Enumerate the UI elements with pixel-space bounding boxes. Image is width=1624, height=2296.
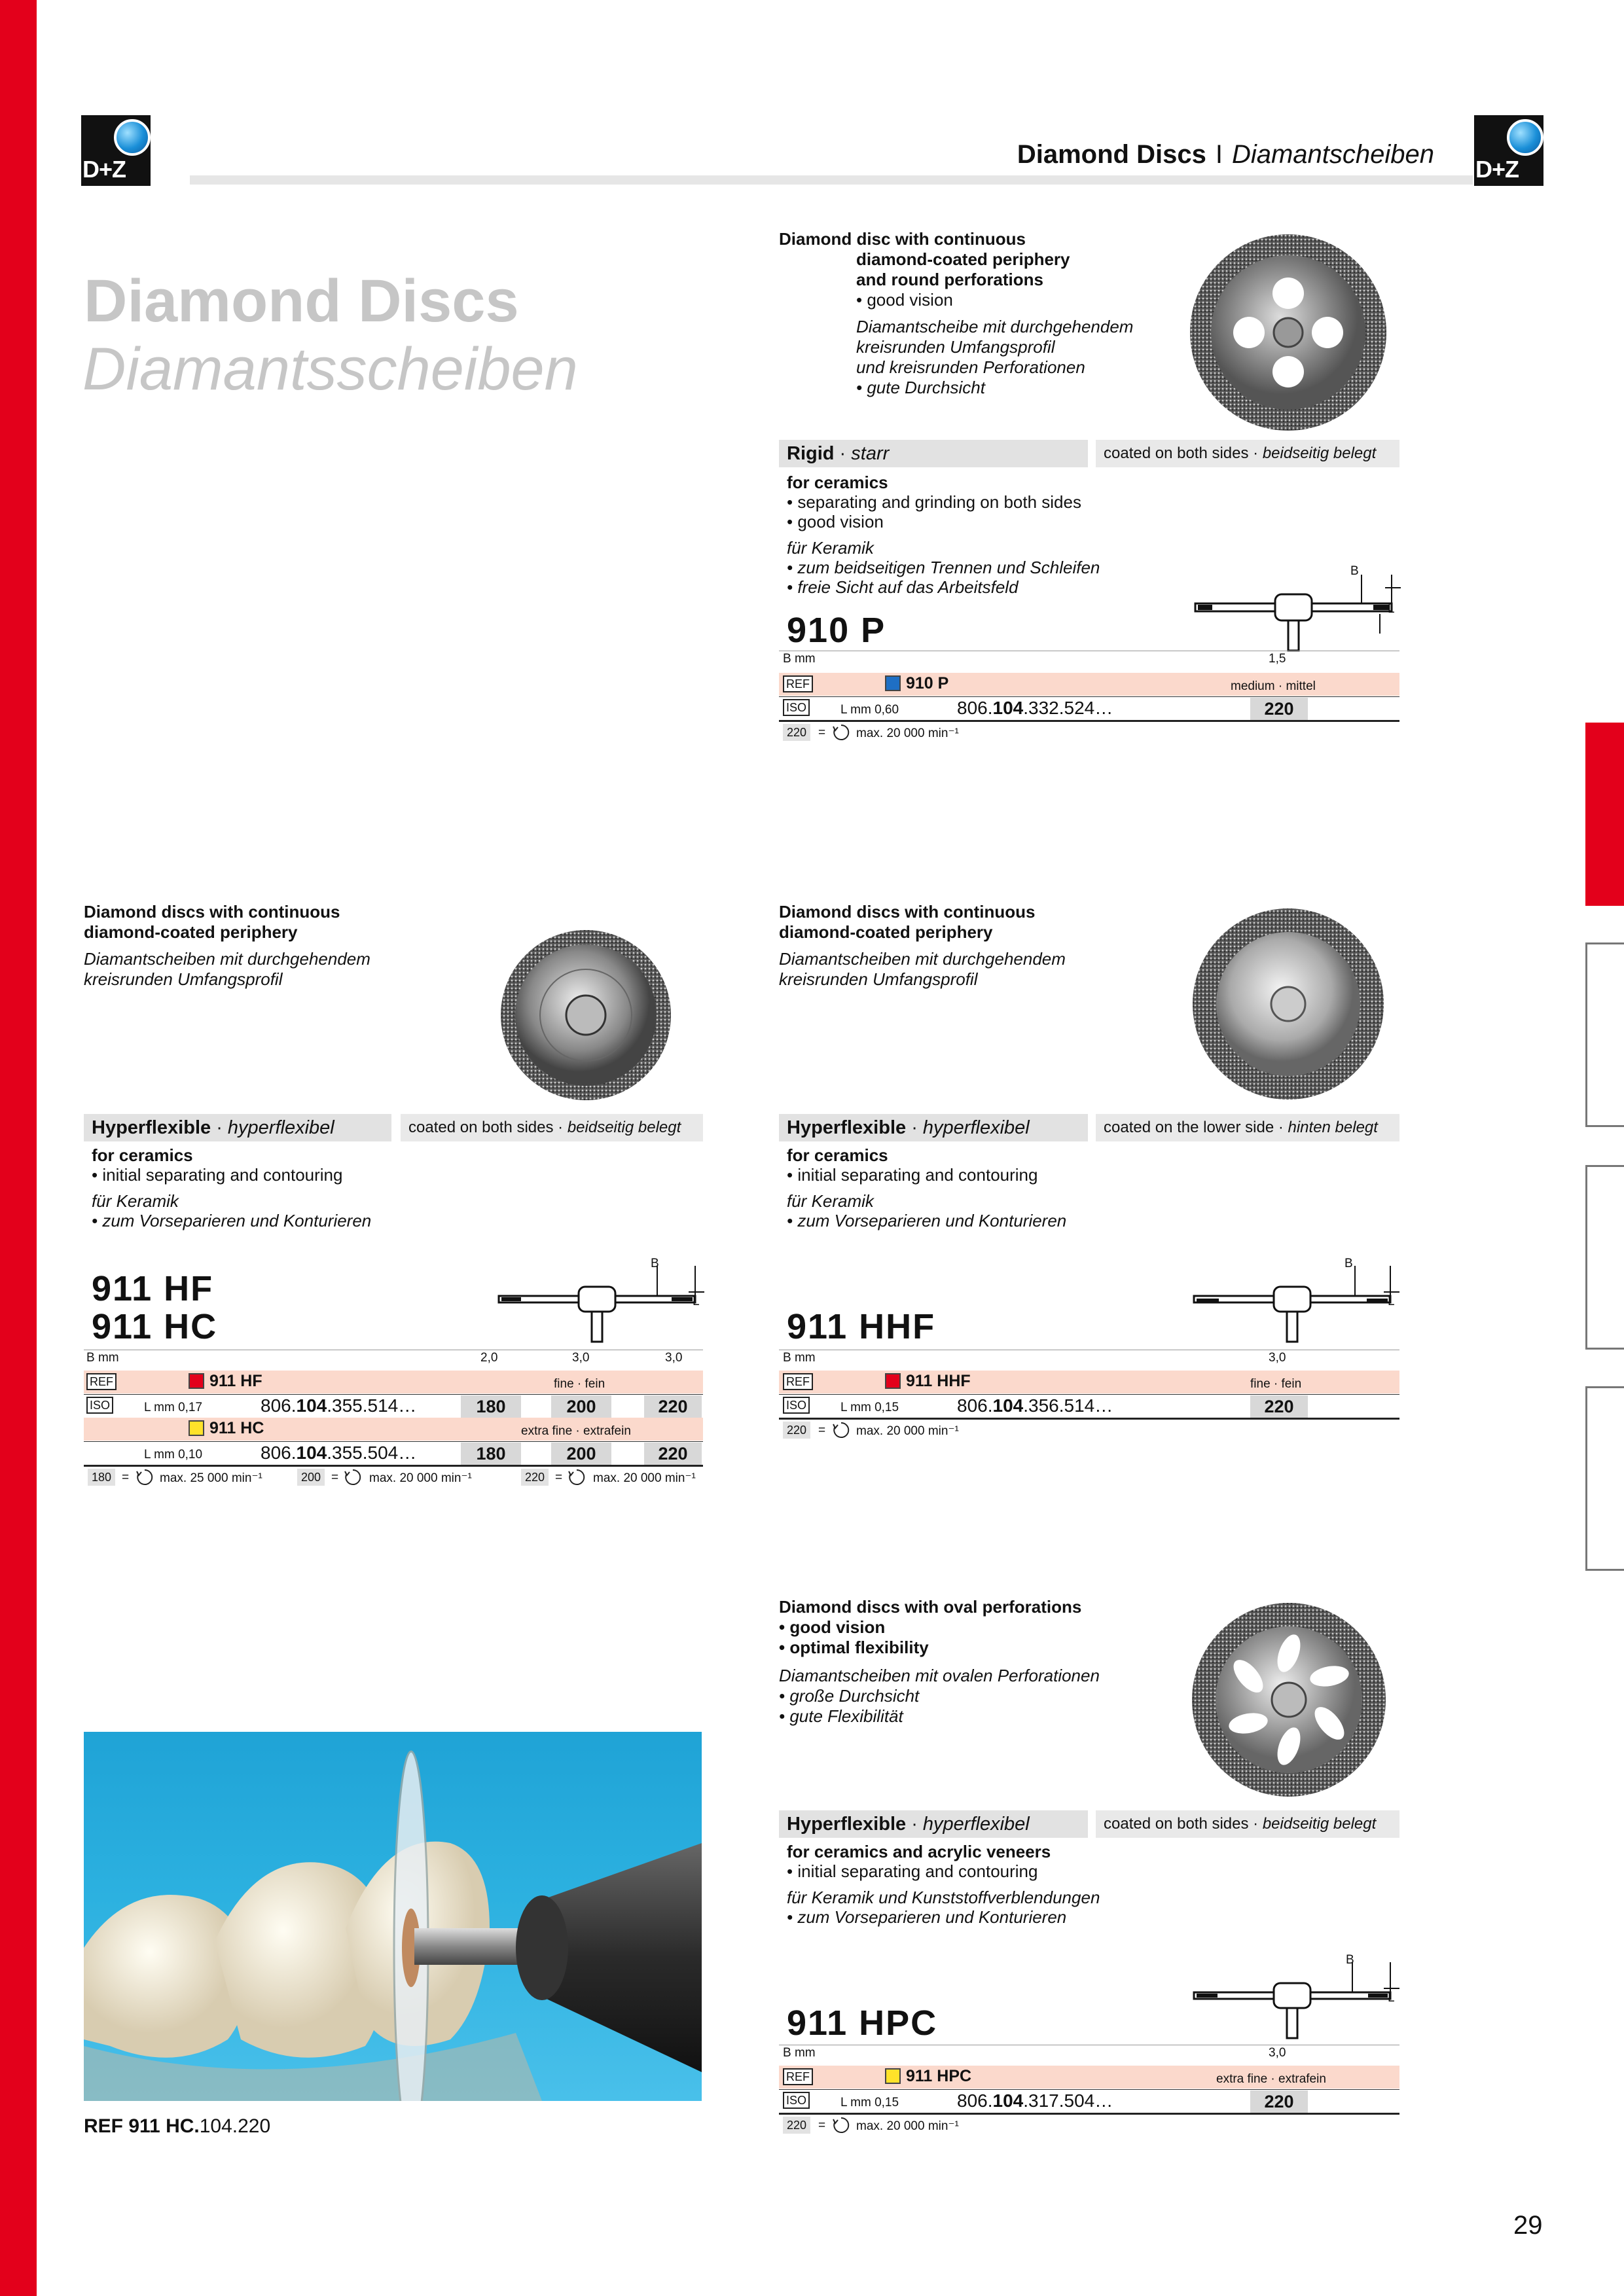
p911hpc-intro: Diamond discs with oval perforations • good vision • optimal flexibility Diamantscheiben mit ovalen Perforationen • große Durchsicht • gute Flexibilität — [779, 1597, 1100, 1726]
disc-911hh-image — [1190, 906, 1386, 1102]
divider — [779, 2089, 1399, 2090]
p910-description: for ceramics • separating and grinding on both sides • good vision für Keramik • zum beidseitigen Trennen und Schleifen • freie Sicht auf das Arbeitsfeld — [787, 473, 1100, 597]
equals: = — [818, 1424, 826, 1437]
ref-label: REF — [783, 675, 813, 692]
p911h-speed-size: 180 — [88, 1469, 115, 1486]
section-tab[interactable] — [1585, 1386, 1624, 1571]
p911h-hf-size: 200 — [551, 1395, 611, 1418]
header-rule — [190, 175, 1473, 185]
p911hh-speed: max. 20 000 min⁻¹ — [856, 1424, 959, 1438]
p911hh-iso-number: 806.104.356.514… — [957, 1395, 1113, 1416]
p910-b-label: B mm — [783, 652, 816, 666]
p911h-diagram-l: L — [693, 1295, 700, 1308]
p911h-hc-name: 911 HC — [209, 1419, 264, 1437]
p911hpc-iso-number: 806.104.317.504… — [957, 2090, 1113, 2111]
p910-iso-number: 806.104.332.524… — [957, 698, 1113, 718]
p910-b-value: 1,5 — [1269, 652, 1286, 666]
photo-illustration — [84, 1732, 702, 2101]
p911hpc-ref-name: 911 HPC — [906, 2067, 972, 2085]
p911hh-coating-band: coated on the lower side · hinten belegt — [1096, 1114, 1399, 1141]
p911hh-b-value: 3,0 — [1269, 1351, 1286, 1365]
p911hh-length: L mm 0,15 — [840, 1401, 899, 1414]
equals: = — [122, 1471, 130, 1484]
p911hh-diagram-l: L — [1388, 1295, 1395, 1308]
p911hh-product-code: 911 HHF — [787, 1307, 936, 1346]
grit-color-yellow — [885, 2068, 901, 2084]
header-title: Diamond Discs I Diamantscheiben — [1017, 140, 1434, 169]
p911h-profile-diagram — [495, 1253, 711, 1344]
disc-911h-image — [499, 928, 673, 1102]
photo-caption: REF 911 HC.104.220 — [84, 2115, 271, 2137]
page-title-en: Diamond Discs — [84, 268, 519, 334]
p910-length: L mm 0,60 — [840, 703, 899, 717]
dz-logo-right: D+Z — [1474, 115, 1543, 186]
p911h-hf-grit: fine · fein — [554, 1377, 605, 1391]
disc-910p-image — [1186, 230, 1390, 435]
p911h-hc-size: 200 — [551, 1443, 611, 1465]
equals: = — [818, 2119, 826, 2132]
p911h-coating-band: coated on both sides · beidseitig belegt — [401, 1114, 703, 1141]
p911hpc-description: for ceramics and acrylic veneers • initial separating and contouring für Keramik und Kunststoffverblendungen • zum Vorseparieren und Konturieren — [787, 1842, 1100, 1927]
equals: = — [331, 1471, 339, 1484]
p911hpc-diagram-b: B — [1346, 1953, 1354, 1967]
divider — [84, 1441, 703, 1442]
section-tab[interactable] — [1585, 942, 1624, 1127]
p910-diagram-l: L — [1388, 602, 1395, 616]
p911hpc-coating-band: coated on both sides · beidseitig belegt — [1096, 1810, 1399, 1838]
p911hh-profile-diagram — [1190, 1253, 1406, 1344]
p910-product-code: 910 P — [787, 611, 886, 650]
p911h-hc-iso-number: 806.104.355.504… — [261, 1443, 417, 1463]
p910-grit: medium · mittel — [1231, 679, 1316, 693]
p911hh-intro: Diamond discs with continuous diamond-coated periphery Diamantscheiben mit durchgehendem kreisrunden Umfangsprofil — [779, 902, 1066, 989]
p910-ref-name: 910 P — [906, 674, 949, 692]
p911h-code-hc: 911 HC — [92, 1307, 218, 1346]
p911hh-speed-size: 220 — [783, 1422, 810, 1439]
rotation-icon — [831, 1420, 851, 1440]
p911h-b-value: 3,0 — [572, 1351, 590, 1365]
p911h-diagram-b: B — [651, 1257, 659, 1270]
dz-logo-left: D+Z — [81, 115, 151, 186]
section-tab[interactable] — [1585, 1165, 1624, 1350]
p911hpc-length: L mm 0,15 — [840, 2096, 899, 2109]
divider — [779, 720, 1399, 722]
p910-profile-diagram — [1190, 562, 1406, 653]
divider — [779, 2113, 1399, 2115]
p911h-hf-size: 180 — [461, 1395, 521, 1418]
p911hh-size-cell: 220 — [1250, 1395, 1308, 1418]
divider — [779, 696, 1399, 697]
iso-label: ISO — [783, 699, 810, 716]
p911h-hc-size: 220 — [644, 1443, 702, 1465]
p911hpc-diagram-l: L — [1388, 1991, 1395, 2005]
equals: = — [555, 1471, 563, 1484]
p911hh-b-label: B mm — [783, 1351, 816, 1365]
equals: = — [818, 726, 826, 740]
p911hpc-type-band: Hyperflexible · hyperflexibel — [779, 1810, 1088, 1838]
rotation-icon — [343, 1467, 363, 1487]
p911hh-type-band: Hyperflexible · hyperflexibel — [779, 1114, 1088, 1141]
page-title-de: Diamantsscheiben — [82, 336, 578, 403]
p911h-b-value: 2,0 — [480, 1351, 498, 1365]
p911h-type-band: Hyperflexible · hyperflexibel — [84, 1114, 391, 1141]
p911h-hf-size: 220 — [644, 1395, 702, 1418]
p911h-hc-size: 180 — [461, 1443, 521, 1465]
p911hh-grit: fine · fein — [1250, 1377, 1302, 1391]
iso-label: ISO — [783, 2092, 810, 2109]
page-number: 29 — [1513, 2211, 1543, 2240]
grit-color-red — [189, 1373, 204, 1389]
disc-911hpc-image — [1190, 1601, 1388, 1799]
iso-label: ISO — [783, 1397, 810, 1414]
p911h-speed: max. 20 000 min⁻¹ — [593, 1471, 696, 1485]
rotation-icon — [135, 1467, 154, 1487]
p911hh-ref-name: 911 HHF — [906, 1372, 971, 1390]
p911h-b-value: 3,0 — [665, 1351, 683, 1365]
p911hpc-grit: extra fine · extrafein — [1216, 2072, 1326, 2086]
p910-coating-band: coated on both sides · beidseitig belegt — [1096, 440, 1399, 467]
grit-color-blue — [885, 675, 901, 691]
p911h-speed: max. 25 000 min⁻¹ — [160, 1471, 262, 1485]
divider — [84, 1394, 703, 1395]
ref-label: REF — [783, 2068, 813, 2085]
p910-type-band: Rigid · starr — [779, 440, 1088, 467]
p911h-hc-length: L mm 0,10 — [144, 1448, 203, 1462]
divider — [84, 1465, 703, 1467]
p910-speed: max. 20 000 min⁻¹ — [856, 726, 959, 740]
red-side-bar — [0, 0, 37, 2296]
rotation-icon — [567, 1467, 586, 1487]
divider — [779, 1418, 1399, 1420]
p910-intro: Diamond disc with continuous diamond-coated periphery and round perforations • good vision Diamantscheibe mit durchgehendem kreisrunden Umfangsprofil und kreisrunden Perforationen • gute Durchsicht — [779, 229, 1134, 397]
p911h-code-hf: 911 HF — [92, 1269, 214, 1308]
p911hh-description: for ceramics • initial separating and contouring für Keramik • zum Vorseparieren und Konturieren — [787, 1145, 1067, 1230]
p911h-intro: Diamond discs with continuous diamond-coated periphery Diamantscheiben mit durchgehendem kreisrunden Umfangsprofil — [84, 902, 370, 989]
divider — [779, 1394, 1399, 1395]
application-photo — [84, 1732, 702, 2101]
p911hpc-b-label: B mm — [783, 2046, 816, 2060]
p911h-hc-grit: extra fine · extrafein — [521, 1424, 631, 1438]
p911h-hf-length: L mm 0,17 — [144, 1401, 203, 1414]
grit-color-red — [885, 1373, 901, 1389]
rotation-icon — [831, 2115, 851, 2135]
p910-diagram-b: B — [1350, 564, 1359, 578]
p911hpc-product-code: 911 HPC — [787, 2003, 938, 2043]
p911hpc-profile-diagram — [1190, 1949, 1406, 2041]
p910-speed-size: 220 — [783, 724, 810, 741]
p911h-hf-iso-number: 806.104.355.514… — [261, 1395, 417, 1416]
p911hpc-size-cell: 220 — [1250, 2090, 1308, 2113]
p911hh-ref-row — [779, 1371, 1399, 1393]
ref-label: REF — [86, 1373, 117, 1390]
p911h-b-label: B mm — [86, 1351, 119, 1365]
p911hh-diagram-b: B — [1344, 1257, 1353, 1270]
grit-color-yellow — [189, 1420, 204, 1436]
iso-label: ISO — [86, 1397, 113, 1414]
p911hpc-b-value: 3,0 — [1269, 2046, 1286, 2060]
p911hpc-speed: max. 20 000 min⁻¹ — [856, 2119, 959, 2133]
p911h-speed-size: 200 — [297, 1469, 325, 1486]
section-tab-active[interactable] — [1585, 723, 1624, 906]
p911h-description: for ceramics • initial separating and contouring für Keramik • zum Vorseparieren und Konturieren — [92, 1145, 372, 1230]
p911h-speed-size: 220 — [521, 1469, 549, 1486]
p911h-speed: max. 20 000 min⁻¹ — [369, 1471, 472, 1485]
p911hpc-speed-size: 220 — [783, 2117, 810, 2134]
ref-label: REF — [783, 1373, 813, 1390]
p911h-hf-row — [84, 1371, 703, 1393]
p910-size-cell: 220 — [1250, 698, 1308, 720]
p911h-hf-name: 911 HF — [209, 1372, 262, 1390]
rotation-icon — [831, 723, 851, 742]
